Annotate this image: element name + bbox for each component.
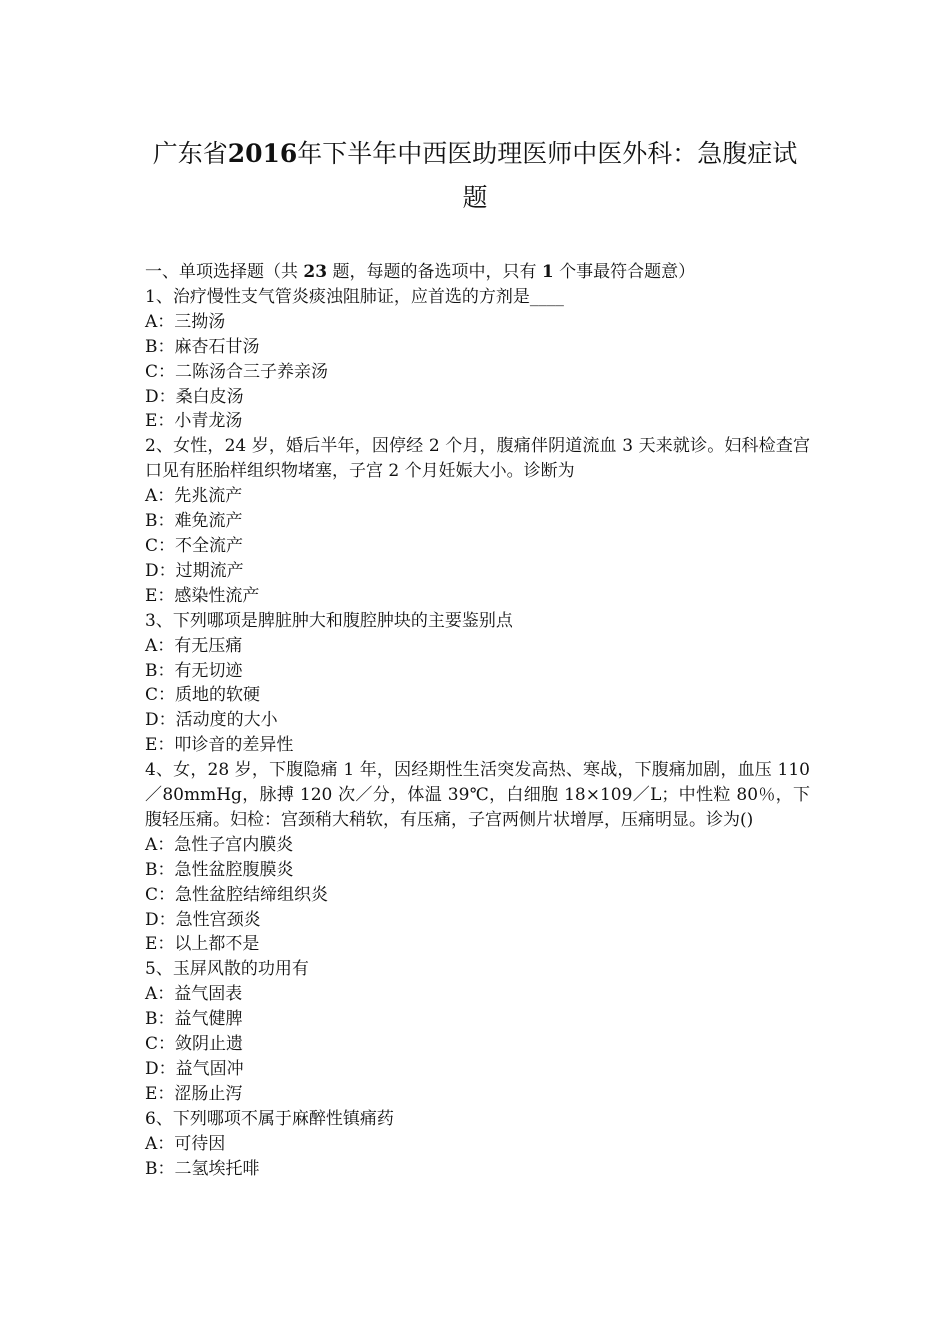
question-stem: 4、女，28 岁，下腹隐痛 1 年，因经期性生活突发高热、寒战，下腹痛加剧，血压 110／80mmHg，脉搏 120 次／分，体温 39℃，白细胞 18×109／L；中性粒 80％，下腹轻压痛。妇检：宫颈稍大稍软，有压痛，子宫两侧片状增厚，压痛明显。诊为() xyxy=(145,760,810,830)
title-part-2: 年下半年中西医助理医师中医外科：急腹症试 xyxy=(297,139,798,168)
title-part-3: 题 xyxy=(462,183,488,212)
option-a: A：急性子宫内膜炎 xyxy=(145,834,294,855)
option-c: C：二陈汤合三子养亲汤 xyxy=(145,361,329,382)
question-6 xyxy=(145,1107,810,1182)
option-b: B：难免流产 xyxy=(145,511,243,532)
option-d: D：急性宫颈炎 xyxy=(145,909,261,930)
document-body xyxy=(145,260,810,1182)
title-year: 2016 xyxy=(227,139,298,168)
option-c: C：质地的软硬 xyxy=(145,685,261,706)
option-c: C：不全流产 xyxy=(145,535,244,556)
option-b: B：益气健脾 xyxy=(145,1009,243,1030)
option-b: B：二氢埃托啡 xyxy=(145,1158,260,1179)
option-a: A：可待因 xyxy=(145,1133,226,1154)
document-title xyxy=(100,132,850,220)
title-part-1: 广东省 xyxy=(152,139,228,168)
option-c: C：急性盆腔结缔组织炎 xyxy=(145,884,329,905)
option-d: D：桑白皮汤 xyxy=(145,386,244,407)
option-e: E：叩诊音的差异性 xyxy=(145,735,294,756)
option-e: E：小青龙汤 xyxy=(145,411,243,432)
option-a: A：益气固表 xyxy=(145,984,243,1005)
option-a: A：有无压痛 xyxy=(145,635,243,656)
option-d: D：益气固冲 xyxy=(145,1059,244,1079)
question-5 xyxy=(145,957,810,1106)
option-b: B：有无切迹 xyxy=(145,660,243,681)
question-4 xyxy=(145,758,810,957)
option-e: E：涩肠止泻 xyxy=(145,1083,243,1104)
option-d: D：活动度的大小 xyxy=(145,710,278,731)
option-c: C：敛阴止遗 xyxy=(145,1034,244,1055)
question-stem: 3、下列哪项是脾脏肿大和腹腔肿块的主要鉴别点 xyxy=(145,610,513,631)
option-e: E：以上都不是 xyxy=(145,934,260,955)
option-d: D：过期流产 xyxy=(145,560,244,581)
section-heading: 一、单项选择题（共 23 题，每题的备选项中，只有 1 个事最符合题意） xyxy=(145,262,696,282)
option-b: B：麻杏石甘汤 xyxy=(145,336,260,357)
question-1 xyxy=(145,285,810,434)
question-stem: 1、治疗慢性支气管炎痰浊阻肺证，应首选的方剂是____ xyxy=(145,286,564,307)
option-b: B：急性盆腔腹膜炎 xyxy=(145,859,294,880)
question-stem: 2、女性，24 岁，婚后半年，因停经 2 个月，腹痛伴阴道流血 3 天来就诊。妇科检查宫口见有胚胎样组织物堵塞，子宫 2 个月妊娠大小。诊断为 xyxy=(145,436,810,482)
question-3 xyxy=(145,609,810,758)
option-a: A：三拗汤 xyxy=(145,311,226,332)
option-e: E：感染性流产 xyxy=(145,585,260,606)
question-stem: 5、玉屏风散的功用有 xyxy=(145,959,309,980)
option-a: A：先兆流产 xyxy=(145,486,243,507)
question-stem: 6、下列哪项不属于麻醉性镇痛药 xyxy=(145,1108,394,1129)
question-2 xyxy=(145,434,810,608)
